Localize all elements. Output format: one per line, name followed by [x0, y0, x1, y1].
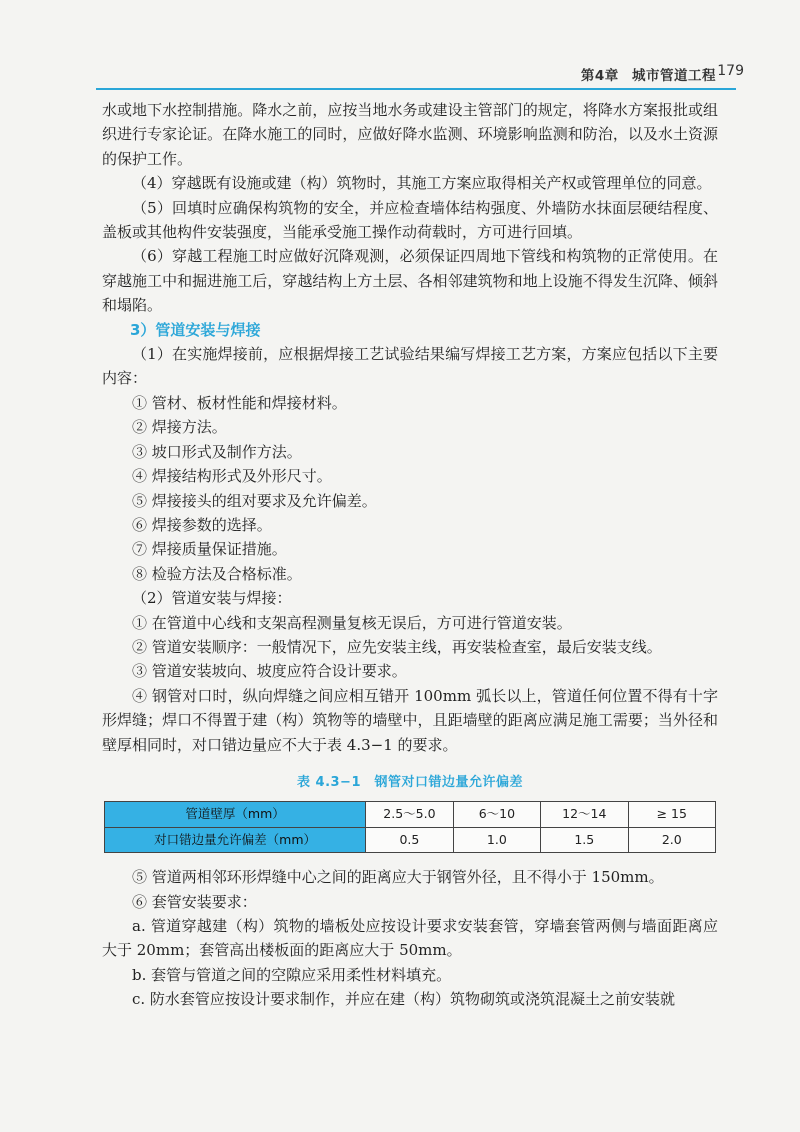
paragraph-continuation: 水或地下水控制措施。降水之前，应按当地水务或建设主管部门的规定，将降水方案报批或组织进行专家论证。在降水施工的同时，应做好降水监测、环境影响监测和防治，以及水土资源的保护工作。 — [102, 101, 718, 168]
weld-intro: （1）在实施焊接前，应根据焊接工艺试验结果编写焊接工艺方案，方案应包括以下主要内容： — [102, 345, 718, 388]
section-heading: 3）管道安装与焊接 — [130, 320, 261, 339]
paragraph-item-4: （4）穿越既有设施或建（构）筑物时，其施工方案应取得相关产权或管理单位的同意。 — [132, 174, 712, 193]
list-item: ⑤ 焊接接头的组对要求及允许偏差。 — [132, 491, 377, 510]
header-divider — [96, 88, 736, 90]
sub-item-a: a. 管道穿越建（构）筑物的墙板处应按设计要求安装套管，穿墙套管两侧与墙面距离应大于 20mm；套管高出楼板面的距离应大于 50mm。 — [102, 917, 718, 960]
chapter-number: 第4章 — [580, 68, 619, 84]
table-cell: 1.5 — [541, 827, 628, 852]
paragraph-item-6: （6）穿越工程施工时应做好沉降观测，必须保证四周地下管线和构筑物的正常使用。在穿越施工中和掘进施工后，穿越结构上方土层、各相邻建筑物和地上设施不得发生沉降、倾斜和塌陷。 — [102, 247, 718, 315]
page-number: 179 — [717, 63, 744, 79]
paragraph-item-5: （5）回填时应确保构筑物的安全，并应检查墙体结构强度、外墙防水抹面层硬结程度、盖板或其他构件安装强度，当能承受施工操作动荷载时，方可进行回填。 — [102, 198, 718, 242]
sub-item-c: c. 防水套管应按设计要求制作，并应在建（构）筑物砌筑或浇筑混凝土之前安装就 — [132, 990, 675, 1009]
chapter-label — [573, 64, 716, 84]
list-item: ③ 管道安装坡向、坡度应符合设计要求。 — [132, 662, 407, 681]
chapter-title: 城市管道工程 — [632, 68, 716, 84]
list-item: ① 管材、板材性能和焊接材料。 — [132, 393, 347, 412]
install-intro: （2）管道安装与焊接： — [132, 589, 292, 608]
list-item: ⑦ 焊接质量保证措施。 — [132, 540, 287, 559]
list-item: ① 在管道中心线和支架高程测量复核无误后，方可进行管道安装。 — [132, 613, 572, 632]
table-row — [105, 827, 716, 852]
list-item: ⑤ 管道两相邻环形焊缝中心之间的距离应大于钢管外径，且不得小于 150mm。 — [132, 868, 664, 887]
list-item: ⑥ 焊接参数的选择。 — [132, 515, 272, 534]
tolerance-table — [104, 801, 716, 853]
table-cell: 6～10 — [453, 802, 540, 827]
table-cell: 12～14 — [541, 802, 628, 827]
list-item: ⑥ 套管安装要求： — [132, 892, 257, 911]
table-cell: 1.0 — [453, 827, 540, 852]
table-title: 表 4.3−1 钢管对口错边量允许偏差 — [297, 774, 523, 790]
page-body — [102, 98, 718, 1012]
row-header-wall-thickness: 管道壁厚（mm） — [105, 802, 366, 827]
table-cell: ≥ 15 — [628, 802, 715, 827]
row-header-misalignment: 对口错边量允许偏差（mm） — [105, 827, 366, 852]
list-item: ⑧ 检验方法及合格标准。 — [132, 564, 302, 583]
table-cell: 2.5～5.0 — [366, 802, 453, 827]
table-row — [105, 802, 716, 827]
list-item: ③ 坡口形式及制作方法。 — [132, 442, 302, 461]
page-header — [96, 62, 746, 88]
list-item: ② 管道安装顺序：一般情况下，应先安装主线，再安装检查室，最后安装支线。 — [132, 637, 662, 656]
table-cell: 0.5 — [366, 827, 453, 852]
list-item: ④ 焊接结构形式及外形尺寸。 — [132, 467, 332, 486]
table-cell: 2.0 — [628, 827, 715, 852]
sub-item-b: b. 套管与管道之间的空隙应采用柔性材料填充。 — [132, 965, 452, 984]
list-item: ② 焊接方法。 — [132, 418, 227, 437]
list-item: ④ 钢管对口时，纵向焊缝之间应相互错开 100mm 弧长以上，管道任何位置不得有十字形焊缝；焊口不得置于建（构）筑物等的墙壁中，且距墙壁的距离应满足施工需要；当外径和壁厚相同时，对口错边量应不大于表 4.3−1 的要求。 — [102, 686, 718, 754]
